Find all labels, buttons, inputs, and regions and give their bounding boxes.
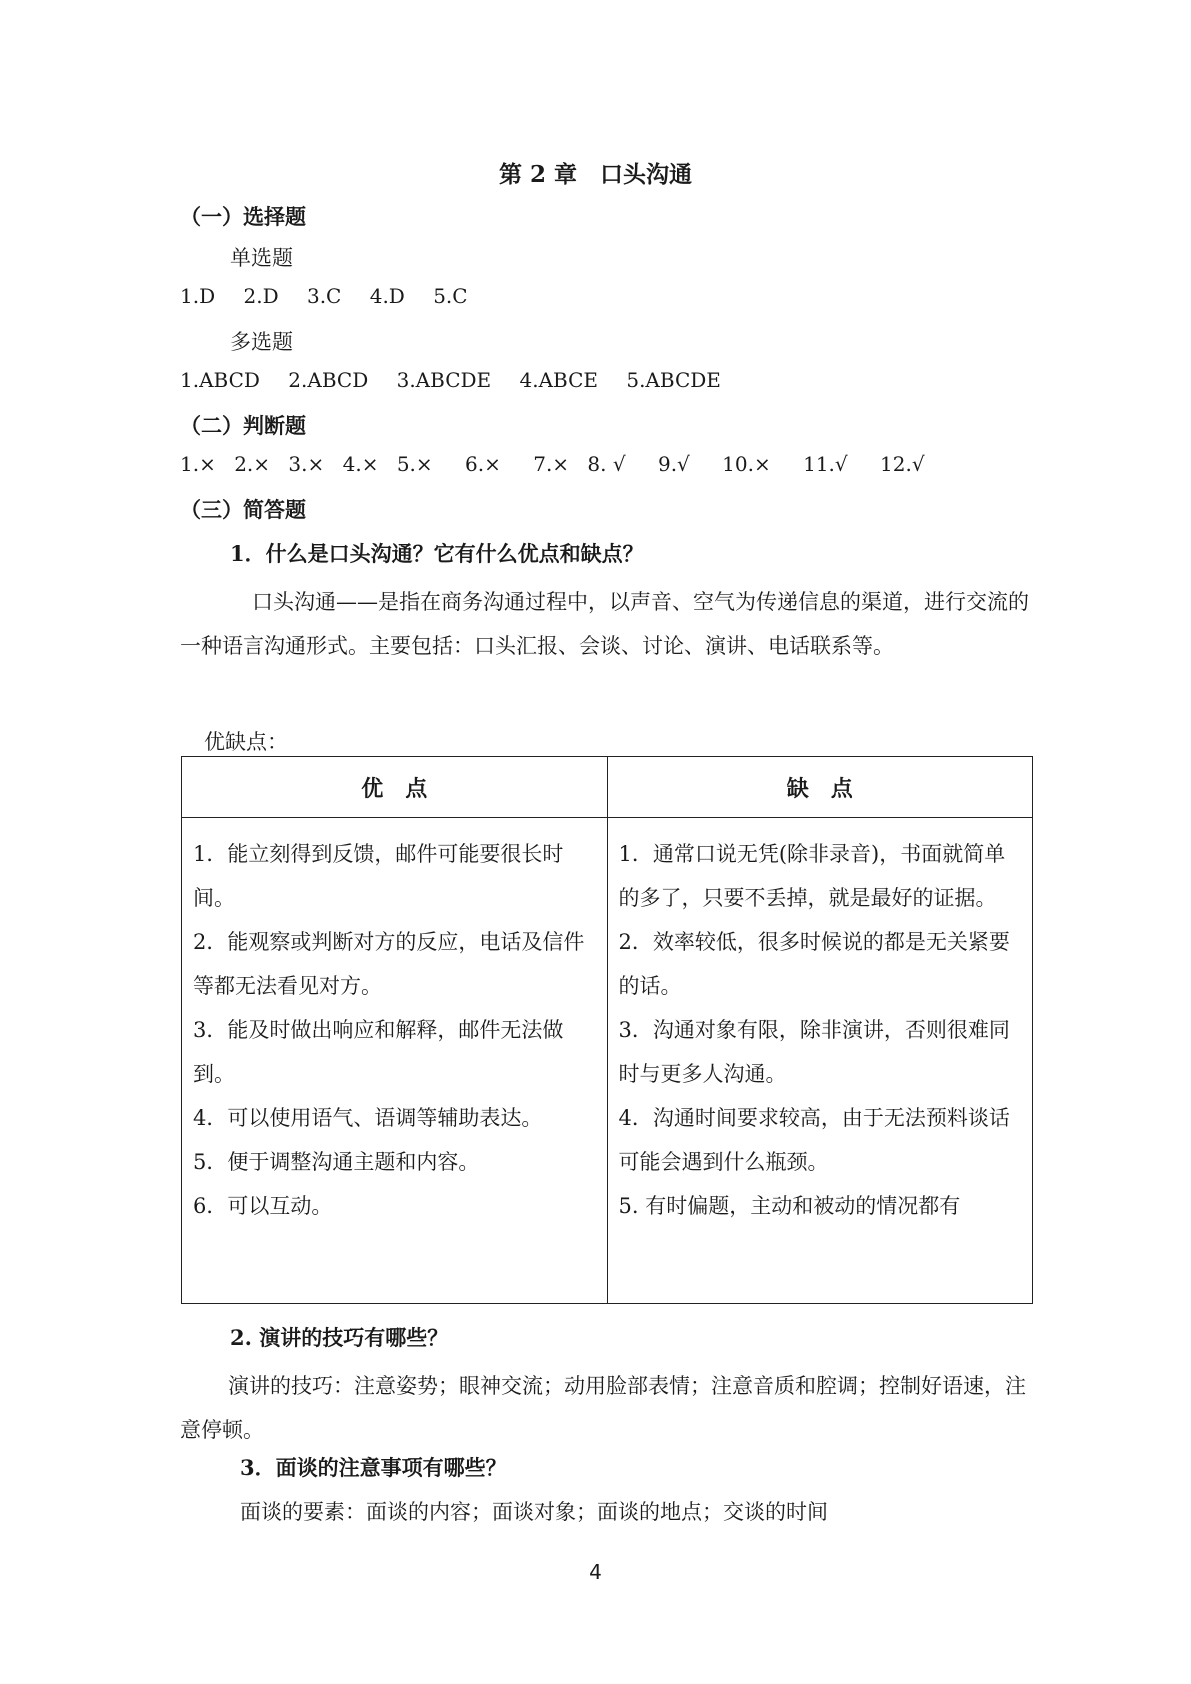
table-intro: 优缺点：: [204, 730, 288, 754]
cons-item: 5. 有时偏题，主动和被动的情况都有: [618, 1194, 961, 1218]
answer-item: 5.ABCDE: [626, 368, 721, 392]
answer-item: 1.×: [180, 452, 216, 476]
multi-choice-answers: [180, 368, 743, 392]
answer-item: 4.D: [369, 284, 405, 308]
pros-item: 5．便于调整沟通主题和内容。: [193, 1150, 480, 1174]
answer-item: 6.×: [465, 452, 501, 476]
chapter-title: 第 2 章 口头沟通: [498, 161, 693, 188]
answer-item: 3.ABCDE: [396, 368, 492, 392]
question-3: 3．面谈的注意事项有哪些？: [240, 1455, 507, 1480]
answer-item: 12.√: [880, 452, 925, 476]
pros-header: 优 点: [182, 757, 608, 818]
answer-item: 10.×: [722, 452, 771, 476]
answer-item: 7.×: [533, 452, 570, 476]
single-choice-label: 单选题: [230, 246, 293, 270]
answer-item: 3.C: [306, 284, 342, 308]
answer-item: 5.C: [433, 284, 468, 308]
cons-item: 4．沟通时间要求较高，由于无法预料谈话可能会遇到什么瓶颈。: [618, 1106, 1010, 1174]
section-heading-choice: （一）选择题: [180, 204, 306, 229]
question-2: 2. 演讲的技巧有哪些？: [230, 1325, 449, 1350]
answer-item: 2.D: [243, 284, 279, 308]
cons-header: 缺 点: [607, 757, 1033, 818]
pros-cons-table: [181, 756, 1033, 1304]
pros-item: 4．可以使用语气、语调等辅助表达。: [193, 1106, 543, 1130]
section-heading-short-answer: （三）简答题: [180, 497, 306, 522]
answer-item: 4.×: [342, 452, 379, 476]
single-choice-answers: [180, 284, 490, 308]
pros-item: 1．能立刻得到反馈，邮件可能要很长时间。: [193, 842, 564, 910]
answer-1-text: 口头沟通——是指在商务沟通过程中，以声音、空气为传递信息的渠道，进行交流的一种语言沟通形式。主要包括：口头汇报、会谈、讨论、演讲、电话联系等。: [180, 590, 1029, 658]
section-heading-judgment: （二）判断题: [180, 413, 306, 438]
answer-3-text: 面谈的要素：面谈的内容；面谈对象；面谈的地点；交谈的时间: [240, 1500, 828, 1524]
answer-item: 5.×: [396, 452, 433, 476]
answer-2-text: 演讲的技巧：注意姿势；眼神交流；动用脸部表情；注意音质和腔调；控制好语速，注意停顿。: [180, 1374, 1026, 1442]
answer-item: 2.×: [234, 452, 271, 476]
answer-item: 2.ABCD: [288, 368, 369, 392]
answer-item: 1.D: [180, 284, 216, 308]
answer-item: 8. √: [587, 452, 626, 476]
pros-item: 6．可以互动。: [193, 1194, 333, 1218]
answer-item: 1.ABCD: [180, 368, 260, 392]
cons-item: 2．效率较低，很多时候说的都是无关紧要的话。: [618, 930, 1010, 998]
cons-cell: [607, 818, 1033, 1304]
pros-item: 2．能观察或判断对方的反应，电话及信件等都无法看见对方。: [193, 930, 585, 998]
page-number: 4: [589, 1560, 602, 1584]
cons-item: 1．通常口说无凭(除非录音)，书面就简单的多了，只要不丢掉，就是最好的证据。: [618, 842, 1006, 910]
pros-item: 3．能及时做出响应和解释，邮件无法做到。: [193, 1018, 564, 1086]
judgment-answers: [180, 452, 925, 476]
question-1: 1．什么是口头沟通？它有什么优点和缺点？: [230, 541, 644, 566]
cons-item: 3．沟通对象有限，除非演讲，否则很难同时与更多人沟通。: [618, 1018, 1010, 1086]
multi-choice-label: 多选题: [230, 330, 293, 354]
answer-item: 9.√: [657, 452, 690, 476]
answer-item: 3.×: [288, 452, 325, 476]
answer-item: 4.ABCE: [519, 368, 598, 392]
pros-cell: [182, 818, 608, 1304]
answer-item: 11.√: [803, 452, 848, 476]
